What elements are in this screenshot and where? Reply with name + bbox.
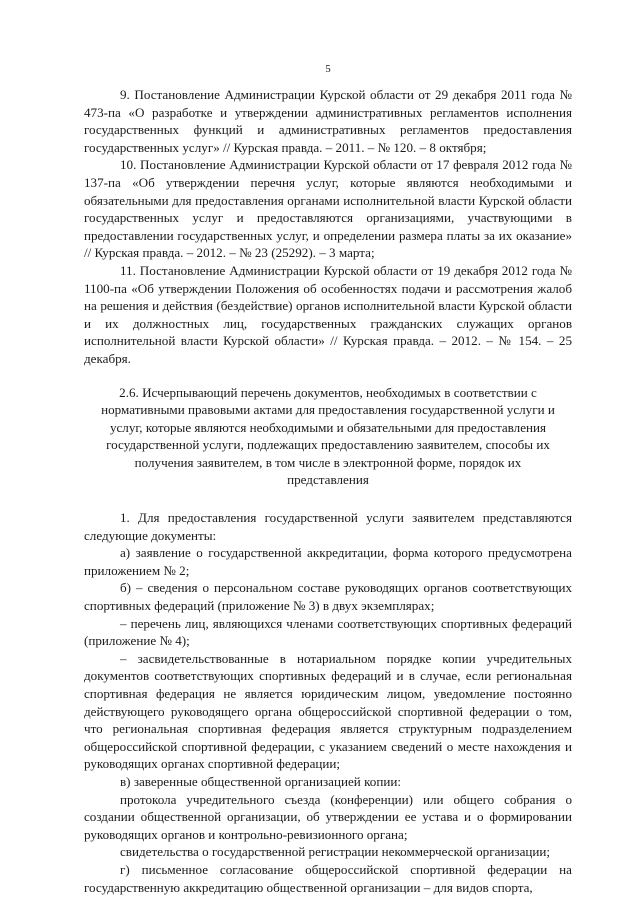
body-paragraph-b: б) – сведения о персональном составе руководящих органов соответствующих спортивных федераций (приложение № 3) в двух экземплярах;: [84, 580, 572, 614]
body-paragraph-protocol: протокола учредительного съезда (конференции) или общего собрания о создании общественной организации, об утверждении ее устава и о формировании руководящих органов и контрольно-ревизионного органа;: [84, 791, 572, 842]
body-paragraph-intro: 1. Для предоставления государственной услуги заявителем представляются следующие документы:: [84, 510, 572, 543]
body-paragraph-v: в) заверенные общественной организацией копии:: [120, 773, 401, 789]
body-paragraph-g: г) письменное согласование общероссийской спортивной федерации на государственную аккредитацию общественной организации – для видов спорта,: [84, 861, 572, 895]
list-item-11: 11. Постановление Администрации Курской области от 19 декабря 2012 года № 1100-па «Об утверждении Положения об особенностях подачи и рассмотрения жалоб на решения и действия (бездействие) органов исполнительной власти Курской области и их должностных лиц, государственных гражданских служащих органов исполнительной власти Курской области» // Курская правда. – 2012. – № 154. – 25 декабря.: [84, 262, 572, 366]
body-paragraph-members-list: – перечень лиц, являющихся членами соответствующих спортивных федераций (приложение № 4);: [84, 615, 572, 649]
body-paragraph-notarized-copies: – засвидетельствованные в нотариальном порядке копии учредительных документов соответствующих спортивных федераций и в случае, если региональная спортивная федерация не является юридическим лицом, уведомление постоянно действующего руководящего органа общероссийской спортивной федерации о том, что региональная спортивная федерация является структурным подразделением общероссийской спортивной федерации, с указанием сведений о месте нахождения и руководящих органах спортивной федерации;: [84, 650, 572, 772]
document-page: [84, 62, 572, 896]
list-item-9: 9. Постановление Администрации Курской области от 29 декабря 2011 года № 473-па «О разработке и утверждении административных регламентов исполнения государственных функций и административных регламентов предоставления государственных услуг» // Курская правда. – 2011. – № 120. – 8 октября;: [84, 87, 572, 155]
body-paragraph-certificate: свидетельства о государственной регистрации некоммерческой организации;: [120, 844, 551, 860]
page-number: 5: [325, 63, 331, 75]
list-item-10: 10. Постановление Администрации Курской области от 17 февраля 2012 года № 137-па «Об утверждении перечня услуг, которые являются необходимыми и обязательными для предоставления органами исполнительной власти Курской области государственных услуг и предоставляются организациями, участвующими в предоставлении государственных услуг, и определении размера платы за их оказание» // Курская правда. – 2012. – № 23 (25292). – 3 марта;: [84, 157, 572, 261]
body-paragraph-a: а) заявление о государственной аккредитации, форма которого предусмотрена приложением № 2;: [84, 545, 572, 578]
section-heading: 2.6. Исчерпывающий перечень документов, необходимых в соответствии с нормативными правовыми актами для предоставления государственной услуги и услуг, которые являются необходимыми и обязательными для предоставления государственной услуги, подлежащих предоставлению заявителем, способы их получения заявителем, в том числе в электронной форме, порядок их представления: [101, 384, 555, 488]
